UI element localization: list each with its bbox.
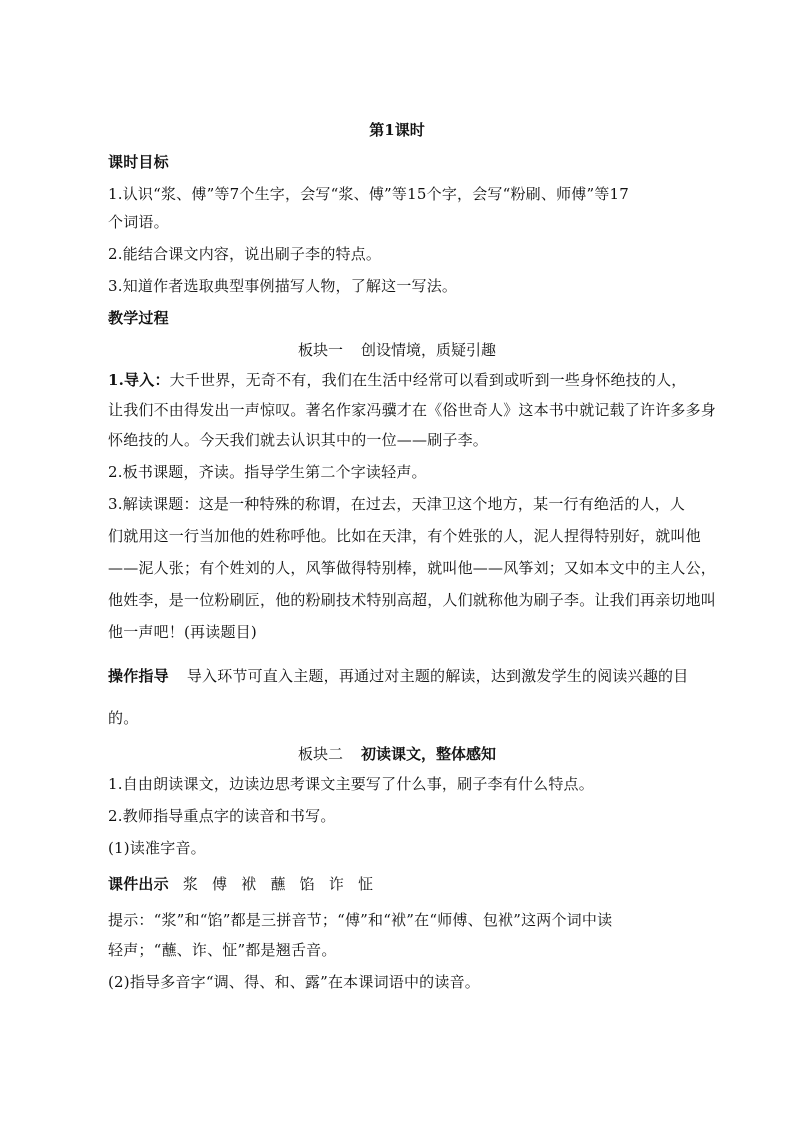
courseware-char: 馅 bbox=[299, 875, 315, 893]
block1-p3-line-1: 3.解读课题：这是一种特殊的称谓，在过去，天津卫这个地方，某一行有绝活的人，人 bbox=[108, 495, 686, 513]
courseware-char: 浆 bbox=[182, 875, 199, 893]
block2-p1: 1.自由朗读课文，边读边思考课文主要写了什么事，刷子李有什么特点。 bbox=[108, 775, 594, 793]
block2-label: 板块二 bbox=[297, 745, 343, 763]
courseware-label: 课件出示 bbox=[108, 875, 169, 893]
block2-p2: 2.教师指导重点字的读音和书写。 bbox=[108, 807, 336, 825]
courseware-char: 袱 bbox=[241, 875, 257, 893]
objective-1-line-1: 1.认识“浆、傅”等7个生字，会写“浆、傅”等15个字，会写“粉刷、师傅”等17 bbox=[108, 185, 630, 203]
courseware-char: 诈 bbox=[328, 875, 345, 893]
block2-p3: (1)读准字音。 bbox=[108, 839, 206, 857]
block1-p3-line-4: 他姓李，是一位粉刷匠，他的粉刷技术特别高超，人们就称他为刷子李。让我们再亲切地叫 bbox=[108, 591, 717, 609]
operation-guide-label: 操作指导 bbox=[108, 667, 169, 685]
block1-p3-line-2: 们就用这一行当加他的姓称呼他。比如在天津，有个姓张的人，泥人捏得特别好，就叫他 bbox=[108, 527, 701, 545]
block2-title-text: 初读课文，整体感知 bbox=[361, 745, 497, 763]
block1-p1-line-1-text: 大千世界，无奇不有，我们在生活中经常可以看到或听到一些身怀绝技的人， bbox=[169, 371, 687, 389]
block2-tip-line-2: 轻声；“蘸、诈、怔”都是翘舌音。 bbox=[108, 941, 337, 959]
block1-p3-line-5: 他一声吧！(再读题目) bbox=[108, 623, 257, 641]
block1-p3-line-3: ——泥人张；有个姓刘的人，风筝做得特别棒，就叫他——风筝刘；又如本文中的主人公， bbox=[108, 559, 717, 577]
courseware-char: 傅 bbox=[212, 875, 228, 893]
lesson-title: 第1课时 bbox=[369, 121, 425, 139]
block1-p1-line-3: 怀绝技的人。今天我们就去认识其中的一位——刷子李。 bbox=[108, 431, 489, 449]
objective-3: 3.知道作者选取典型事例描写人物，了解这一写法。 bbox=[108, 277, 458, 295]
block1-op-line-1 bbox=[108, 666, 718, 686]
block1-p1-prefix: 1.导入： bbox=[108, 371, 170, 389]
block1-op-line-2: 的。 bbox=[108, 709, 139, 727]
objectives-heading: 课时目标 bbox=[108, 153, 169, 171]
block2-tip-line-1: 提示：“浆”和“馅”都是三拼音节；“傅”和“袱”在“师傅、包袱”这两个词中读 bbox=[108, 911, 613, 929]
courseware-line bbox=[108, 874, 718, 894]
process-heading: 教学过程 bbox=[108, 309, 169, 327]
block1-label: 板块一 bbox=[297, 341, 343, 359]
block1-p2: 2.板书课题，齐读。指导学生第二个字读轻声。 bbox=[108, 463, 427, 481]
courseware-char: 蘸 bbox=[270, 875, 286, 893]
block2-title bbox=[0, 744, 794, 764]
block2-p4: (2)指导多音字“调、得、和、露”在本课词语中的读音。 bbox=[108, 973, 480, 991]
block1-title-text: 创设情境，质疑引趣 bbox=[361, 341, 497, 359]
operation-guide-text: 导入环节可直入主题，再通过对主题的解读，达到激发学生的阅读兴趣的目 bbox=[186, 667, 689, 685]
courseware-char: 怔 bbox=[358, 875, 374, 893]
block1-title bbox=[0, 340, 794, 360]
block1-p1-line-1 bbox=[108, 370, 718, 390]
block1-p1-line-2: 让我们不由得发出一声惊叹。著名作家冯骥才在《俗世奇人》这本书中就记载了许许多多身 bbox=[108, 401, 717, 419]
objective-2: 2.能结合课文内容，说出刷子李的特点。 bbox=[108, 245, 382, 263]
objective-1-line-2: 个词语。 bbox=[108, 213, 169, 231]
